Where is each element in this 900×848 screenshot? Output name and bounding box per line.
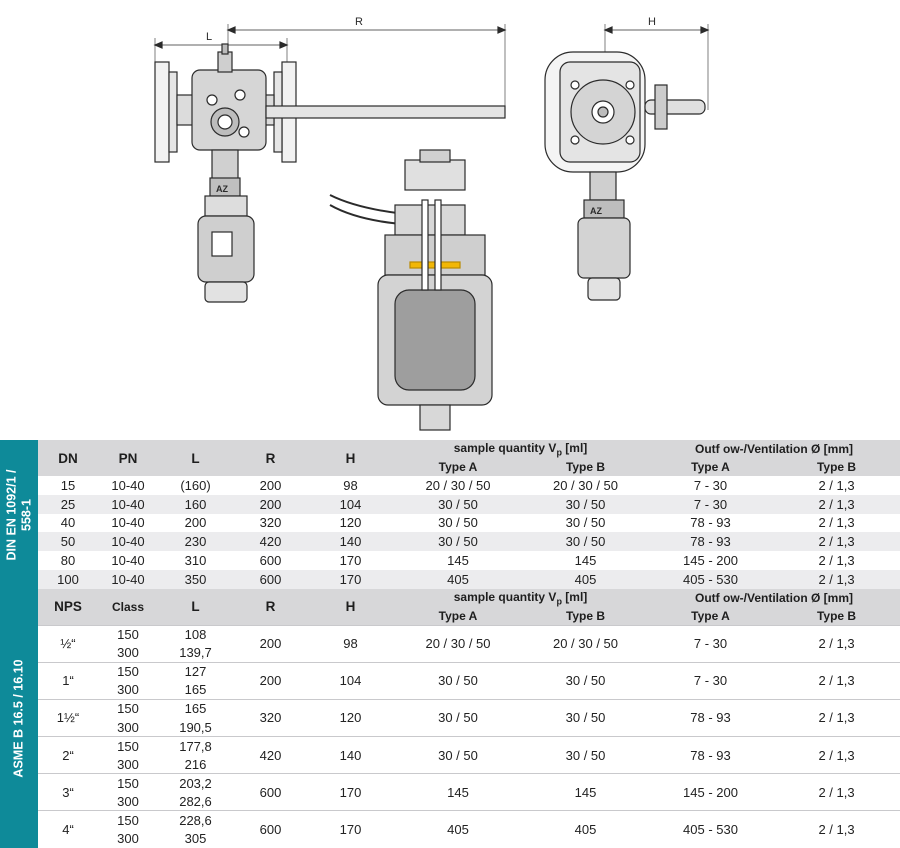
table-cell-class: 150 [98, 811, 158, 830]
table-cell-ob: 2 / 1,3 [773, 476, 900, 495]
col-header-sample-type-a: Type A [393, 458, 523, 476]
table-cell-l: 127 [158, 662, 233, 681]
az-logo-front: AZ [216, 184, 228, 194]
table-row [38, 662, 900, 681]
az-logo-side: AZ [590, 206, 602, 216]
table-row [38, 551, 900, 570]
table-cell-l: 165 [158, 699, 233, 718]
table-cell-nps: ½“ [38, 625, 98, 662]
table-cell-dn: 15 [38, 476, 98, 495]
table-cell-h: 170 [308, 551, 393, 570]
asme-dimensions-table [38, 589, 900, 848]
table-cell-l: 177,8 [158, 737, 233, 756]
table-cell-r: 320 [233, 699, 308, 736]
table-cell-ob: 2 / 1,3 [773, 811, 900, 848]
table-cell-class: 150 [98, 737, 158, 756]
table-cell-class: 150 [98, 699, 158, 718]
table-cell-ob: 2 / 1,3 [773, 570, 900, 589]
table-cell-class: 300 [98, 830, 158, 848]
table-cell-sa: 20 / 30 / 50 [393, 476, 523, 495]
table-cell-oa: 145 - 200 [648, 551, 773, 570]
din-label-line2: 558-1 [19, 498, 34, 531]
table-cell-l: 282,6 [158, 792, 233, 811]
table-cell-l: 203,2 [158, 774, 233, 793]
table-cell-h: 140 [308, 532, 393, 551]
table-cell-r: 600 [233, 551, 308, 570]
table-cell-pn: 10-40 [98, 495, 158, 514]
table-row [38, 737, 900, 756]
col-header-sample-type-b: Type B [523, 607, 648, 625]
table-cell-sb: 145 [523, 551, 648, 570]
table-cell-pn: 10-40 [98, 551, 158, 570]
table-cell-dn: 50 [38, 532, 98, 551]
table-cell-class: 300 [98, 681, 158, 700]
table-cell-r: 200 [233, 625, 308, 662]
table-cell-h: 104 [308, 662, 393, 699]
side-view-drawing [545, 24, 708, 300]
din-dimensions-table [38, 440, 900, 589]
dimensions-tables [0, 440, 900, 848]
table-cell-h: 170 [308, 774, 393, 811]
table-cell-l: 139,7 [158, 644, 233, 663]
col-header-outflow-type-a: Type A [648, 607, 773, 625]
table-row [38, 570, 900, 589]
table-cell-oa: 78 - 93 [648, 699, 773, 736]
table-cell-oa: 145 - 200 [648, 774, 773, 811]
dim-label-h: H [648, 16, 656, 28]
table-cell-l: 160 [158, 495, 233, 514]
table-cell-class: 150 [98, 774, 158, 793]
table-cell-sb: 30 / 50 [523, 532, 648, 551]
table-cell-r: 200 [233, 662, 308, 699]
table-cell-r: 600 [233, 774, 308, 811]
table-cell-oa: 405 - 530 [648, 811, 773, 848]
table-cell-l: (160) [158, 476, 233, 495]
table-cell-sb: 145 [523, 774, 648, 811]
table-cell-nps: 1“ [38, 662, 98, 699]
table-cell-ob: 2 / 1,3 [773, 662, 900, 699]
table-cell-sb: 30 / 50 [523, 699, 648, 736]
table-cell-ob: 2 / 1,3 [773, 495, 900, 514]
table-cell-oa: 405 - 530 [648, 570, 773, 589]
table-cell-class: 300 [98, 718, 158, 737]
table-cell-r: 200 [233, 495, 308, 514]
col-header-sample-type-a: Type A [393, 607, 523, 625]
din-label-line1: DIN EN 1092/1 / [4, 468, 19, 561]
table-cell-r: 200 [233, 476, 308, 495]
table-cell-oa: 7 - 30 [648, 662, 773, 699]
table-cell-class: 150 [98, 625, 158, 644]
table-cell-h: 140 [308, 737, 393, 774]
table-cell-ob: 2 / 1,3 [773, 737, 900, 774]
section-view-drawing [330, 150, 492, 430]
table-cell-h: 120 [308, 514, 393, 533]
table-row [38, 476, 900, 495]
table-cell-sa: 20 / 30 / 50 [393, 625, 523, 662]
table-cell-h: 170 [308, 811, 393, 848]
table-cell-r: 420 [233, 532, 308, 551]
table-cell-h: 170 [308, 570, 393, 589]
table-cell-oa: 78 - 93 [648, 532, 773, 551]
col-header-r: R [233, 589, 308, 625]
table-cell-r: 600 [233, 570, 308, 589]
col-header-outflow-type-a: Type A [648, 458, 773, 476]
table-cell-sa: 30 / 50 [393, 699, 523, 736]
table-cell-h: 104 [308, 495, 393, 514]
table-cell-l: 216 [158, 755, 233, 774]
table-cell-oa: 7 - 30 [648, 625, 773, 662]
table-cell-ob: 2 / 1,3 [773, 625, 900, 662]
col-header-nps: NPS [38, 589, 98, 625]
col-header-l: L [158, 440, 233, 476]
table-cell-l: 165 [158, 681, 233, 700]
table-row [38, 532, 900, 551]
table-cell-oa: 7 - 30 [648, 476, 773, 495]
table-cell-l: 305 [158, 830, 233, 848]
din-standard-label [0, 440, 38, 589]
table-cell-sa: 30 / 50 [393, 514, 523, 533]
dim-label-r: R [355, 16, 363, 28]
table-cell-pn: 10-40 [98, 476, 158, 495]
col-header-outflow-type-b: Type B [773, 458, 900, 476]
table-cell-l: 228,6 [158, 811, 233, 830]
table-cell-h: 98 [308, 476, 393, 495]
table-cell-l: 310 [158, 551, 233, 570]
col-header-outflow-type-b: Type B [773, 607, 900, 625]
col-header-dn: DN [38, 440, 98, 476]
table-cell-l: 200 [158, 514, 233, 533]
dim-label-l: L [206, 31, 213, 43]
table-cell-pn: 10-40 [98, 514, 158, 533]
table-cell-class: 300 [98, 792, 158, 811]
table-cell-h: 98 [308, 625, 393, 662]
col-header-h: H [308, 589, 393, 625]
table-cell-r: 320 [233, 514, 308, 533]
asme-standard-label: ASME B 16.5 / 16.10 [0, 589, 38, 848]
table-cell-nps: 3“ [38, 774, 98, 811]
col-header-r: R [233, 440, 308, 476]
table-row [38, 514, 900, 533]
table-cell-sb: 30 / 50 [523, 514, 648, 533]
table-cell-sa: 145 [393, 774, 523, 811]
table-cell-sb: 30 / 50 [523, 662, 648, 699]
table-row [38, 774, 900, 793]
table-cell-h: 120 [308, 699, 393, 736]
table-cell-pn: 10-40 [98, 570, 158, 589]
table-cell-l: 350 [158, 570, 233, 589]
table-cell-dn: 100 [38, 570, 98, 589]
table-row [38, 625, 900, 644]
col-header-sample-quantity: sample quantity $V_p$ [ml] [393, 589, 648, 607]
table-cell-class: 300 [98, 755, 158, 774]
table-cell-dn: 25 [38, 495, 98, 514]
col-header-outflow: Outf ow-/Ventilation Ø [mm] [648, 589, 900, 607]
table-cell-nps: 2“ [38, 737, 98, 774]
col-header-class: Class [98, 589, 158, 625]
table-cell-r: 600 [233, 811, 308, 848]
table-cell-sa: 145 [393, 551, 523, 570]
table-cell-l: 108 [158, 625, 233, 644]
table-cell-sb: 405 [523, 570, 648, 589]
table-cell-dn: 80 [38, 551, 98, 570]
table-row [38, 495, 900, 514]
table-cell-sa: 30 / 50 [393, 532, 523, 551]
col-header-l: L [158, 589, 233, 625]
table-cell-sa: 30 / 50 [393, 737, 523, 774]
table-cell-sb: 405 [523, 811, 648, 848]
table-cell-nps: 1½“ [38, 699, 98, 736]
table-cell-class: 150 [98, 662, 158, 681]
table-cell-dn: 40 [38, 514, 98, 533]
table-cell-oa: 78 - 93 [648, 514, 773, 533]
table-cell-l: 190,5 [158, 718, 233, 737]
col-header-sample-quantity: sample quantity $V_p$ [ml] [393, 440, 648, 458]
table-cell-nps: 4“ [38, 811, 98, 848]
col-header-h: H [308, 440, 393, 476]
table-row [38, 811, 900, 830]
table-cell-sb: 30 / 50 [523, 737, 648, 774]
table-cell-sb: 20 / 30 / 50 [523, 476, 648, 495]
table-cell-ob: 2 / 1,3 [773, 551, 900, 570]
table-cell-oa: 7 - 30 [648, 495, 773, 514]
table-cell-sa: 405 [393, 811, 523, 848]
table-cell-r: 420 [233, 737, 308, 774]
table-cell-pn: 10-40 [98, 532, 158, 551]
table-cell-ob: 2 / 1,3 [773, 532, 900, 551]
table-cell-oa: 78 - 93 [648, 737, 773, 774]
table-cell-sa: 30 / 50 [393, 495, 523, 514]
col-header-outflow: Outf ow-/Ventilation Ø [mm] [648, 440, 900, 458]
table-cell-l: 230 [158, 532, 233, 551]
table-cell-sa: 30 / 50 [393, 662, 523, 699]
col-header-sample-type-b: Type B [523, 458, 648, 476]
table-row [38, 699, 900, 718]
table-cell-sa: 405 [393, 570, 523, 589]
table-cell-sb: 30 / 50 [523, 495, 648, 514]
col-header-pn: PN [98, 440, 158, 476]
table-cell-ob: 2 / 1,3 [773, 774, 900, 811]
table-cell-sb: 20 / 30 / 50 [523, 625, 648, 662]
table-cell-class: 300 [98, 644, 158, 663]
table-cell-ob: 2 / 1,3 [773, 514, 900, 533]
table-cell-ob: 2 / 1,3 [773, 699, 900, 736]
